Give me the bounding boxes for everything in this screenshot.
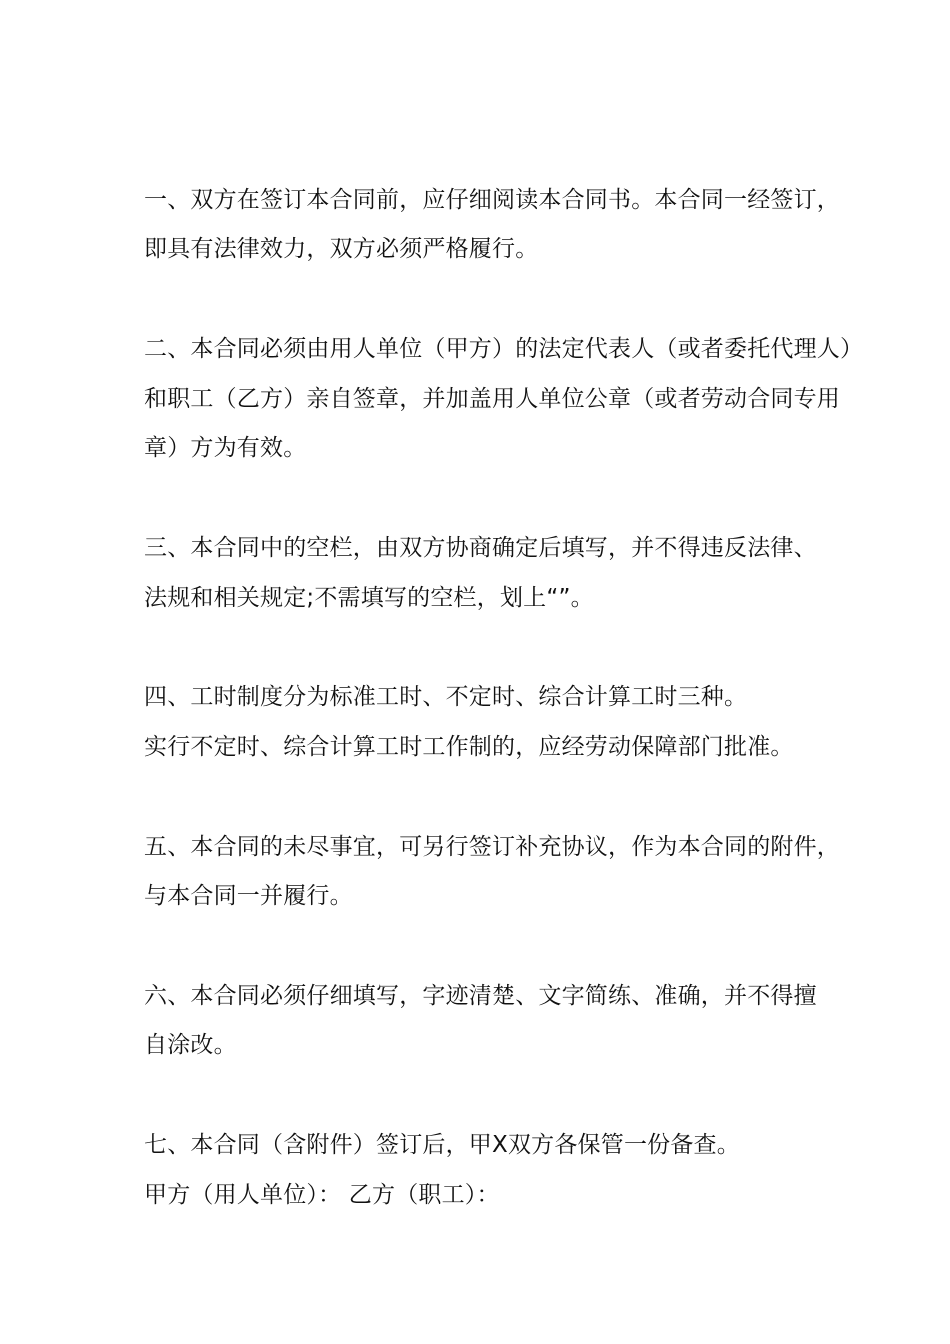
- clause-7-line-1: 七、本合同（含附件）签订后，甲X双方各保管一份备查。: [144, 1132, 740, 1158]
- clause-1-line-2: 即具有法律效力，双方必须严格履行。: [144, 236, 539, 262]
- clause-2-line-1: 二、本合同必须由用人单位（甲方）的法定代表人（或者委托代理人）: [144, 336, 864, 362]
- clause-4-line-1: 四、工时制度分为标准工时、不定时、综合计算工时三种。: [144, 684, 748, 710]
- clause-6-line-1: 六、本合同必须仔细填写，字迹清楚、文字简练、准确，并不得擅: [144, 983, 817, 1009]
- clause-2-line-3: 章）方为有效。: [144, 435, 307, 461]
- clause-5-line-2: 与本合同一并履行。: [144, 883, 353, 909]
- clause-4-line-2: 实行不定时、综合计算工时工作制的，应经劳动保障部门批准。: [144, 734, 794, 760]
- clause-2-line-2: 和职工（乙方）亲自签章，并加盖用人单位公章（或者劳动合同专用: [144, 386, 840, 412]
- clause-6-line-2: 自涂改。: [144, 1032, 237, 1058]
- signature-line: 甲方（用人单位）： 乙方（职工）：: [144, 1182, 500, 1208]
- clause-5-line-1: 五、本合同的未尽事宜，可另行签订补充协议，作为本合同的附件，: [144, 834, 840, 860]
- clause-3-line-1: 三、本合同中的空栏，由双方协商确定后填写，并不得违反法律、: [144, 535, 817, 561]
- clause-1-line-1: 一、双方在签订本合同前，应仔细阅读本合同书。本合同一经签订，: [144, 187, 840, 213]
- clause-3-line-2: 法规和相关规定;不需填写的空栏，划上“”。: [144, 585, 594, 611]
